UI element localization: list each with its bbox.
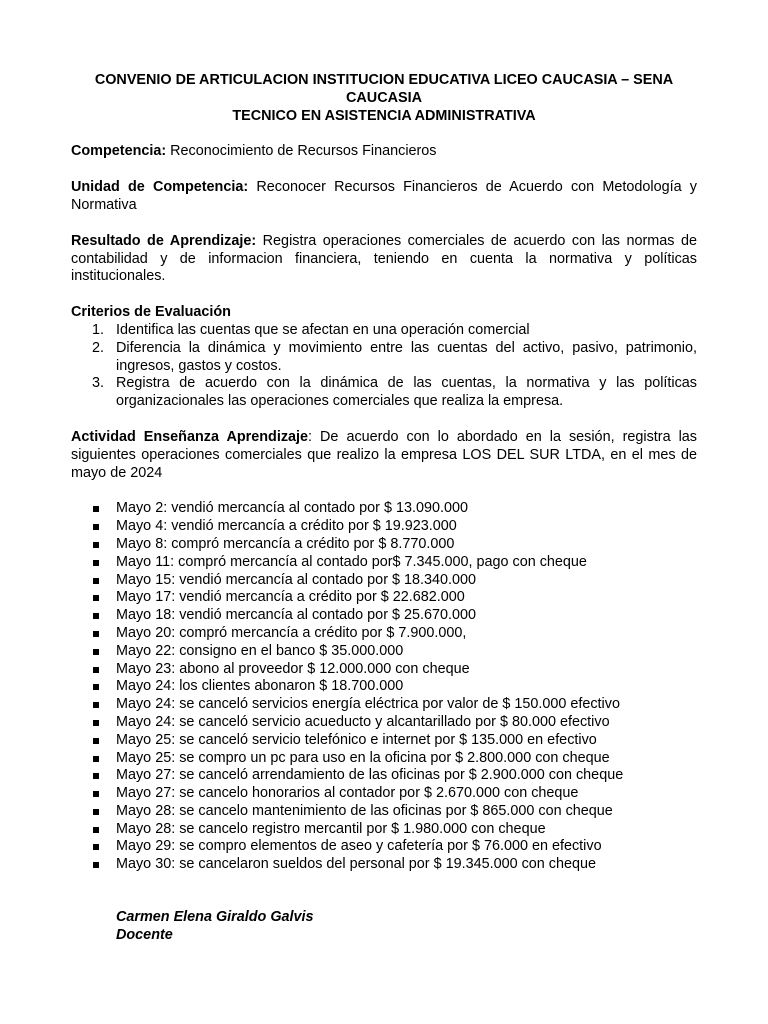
operacion-text: Mayo 18: vendió mercancía al contado por $ 25.670.000 <box>116 607 477 624</box>
bullet-icon <box>93 791 99 797</box>
document-page <box>71 72 697 945</box>
bullet-icon <box>93 542 99 548</box>
operacion-text: Mayo 4: vendió mercancía a crédito por $ 19.923.000 <box>116 518 457 535</box>
actividad-text: : De acuerdo con lo abordado en la sesión, registra las siguientes operaciones comerciales que realizo la empresa LOS DEL SUR LTDA, en el mes de mayo de 2024 <box>71 428 697 481</box>
title-line-2: CAUCASIA <box>346 89 422 106</box>
resultado-text: Registra operaciones comerciales de acuerdo con las normas de contabilidad y de informacion financiera, teniendo en cuenta la normativa y políticas institucionales. <box>71 232 697 285</box>
unidad-label: Unidad de Competencia: <box>71 179 249 196</box>
operacion-item <box>71 821 697 839</box>
operacion-text: Mayo 15: vendió mercancía al contado por $ 18.340.000 <box>116 571 477 588</box>
operacion-text: Mayo 24: se canceló servicios energía eléctrica por valor de $ 150.000 efectivo <box>116 696 620 713</box>
signature-block <box>116 909 697 945</box>
criterio-text: Diferencia la dinámica y movimiento entre las cuentas del activo, pasivo, patrimonio, ingresos, gastos y costos. <box>116 339 697 374</box>
signature-name: Carmen Elena Giraldo Galvis <box>116 909 314 926</box>
competencia-paragraph <box>71 143 697 161</box>
bullet-icon <box>93 595 99 601</box>
operacion-item <box>71 518 697 536</box>
operacion-item <box>71 803 697 821</box>
operacion-text: Mayo 27: se canceló arrendamiento de las oficinas por $ 2.900.000 con cheque <box>116 767 624 784</box>
criterios-list <box>71 322 697 411</box>
criterio-text: Registra de acuerdo con la dinámica de las cuentas, la normativa y las políticas organizacionales las operaciones comerciales que realiza la empresa. <box>116 375 697 410</box>
operacion-item <box>71 643 697 661</box>
operacion-item <box>71 767 697 785</box>
operacion-text: Mayo 25: se compro un pc para uso en la oficina por $ 2.800.000 con cheque <box>116 749 610 766</box>
criterio-item <box>71 340 697 376</box>
operacion-item <box>71 625 697 643</box>
operacion-text: Mayo 24: se canceló servicio acueducto y alcantarillado por $ 80.000 efectivo <box>116 713 610 730</box>
bullet-icon <box>93 827 99 833</box>
bullet-icon <box>93 649 99 655</box>
bullet-icon <box>93 844 99 850</box>
operaciones-list <box>71 500 697 874</box>
operacion-text: Mayo 28: se cancelo registro mercantil por $ 1.980.000 con cheque <box>116 820 546 837</box>
operacion-text: Mayo 23: abono al proveedor $ 12.000.000 con cheque <box>116 660 470 677</box>
unidad-text: Reconocer Recursos Financieros de Acuerdo con Metodología y Normativa <box>71 179 697 213</box>
title-line-1: CONVENIO DE ARTICULACION INSTITUCION EDUCATIVA LICEO CAUCASIA – SENA <box>94 72 674 88</box>
operacion-text: Mayo 29: se compro elementos de aseo y cafetería por $ 76.000 en efectivo <box>116 838 602 855</box>
operacion-item <box>71 714 697 732</box>
operacion-item <box>71 750 697 768</box>
competencia-label: Competencia: <box>71 143 167 160</box>
operacion-text: Mayo 30: se cancelaron sueldos del personal por $ 19.345.000 con cheque <box>116 856 597 873</box>
operacion-text: Mayo 24: los clientes abonaron $ 18.700.000 <box>116 678 404 695</box>
criterio-item <box>71 322 697 340</box>
operacion-item <box>71 732 697 750</box>
operacion-item <box>71 696 697 714</box>
unidad-paragraph <box>71 179 697 215</box>
operacion-item <box>71 838 697 856</box>
criterio-number: 3. <box>92 375 105 392</box>
criterios-heading: Criterios de Evaluación <box>71 304 231 321</box>
bullet-icon <box>93 773 99 779</box>
operacion-item <box>71 856 697 874</box>
operacion-text: Mayo 25: se canceló servicio telefónico e internet por $ 135.000 en efectivo <box>116 731 597 748</box>
operacion-text: Mayo 28: se cancelo mantenimiento de las oficinas por $ 865.000 con cheque <box>116 802 613 819</box>
bullet-icon <box>93 613 99 619</box>
operacion-item <box>71 607 697 625</box>
operacion-item <box>71 589 697 607</box>
signature-role: Docente <box>116 926 173 943</box>
criterio-number: 2. <box>92 339 105 356</box>
resultado-paragraph <box>71 233 697 286</box>
bullet-icon <box>93 862 99 868</box>
operacion-item <box>71 554 697 572</box>
operacion-text: Mayo 11: compró mercancía al contado por$ 7.345.000, pago con cheque <box>116 553 587 570</box>
bullet-icon <box>93 560 99 566</box>
bullet-icon <box>93 506 99 512</box>
operacion-text: Mayo 8: compró mercancía a crédito por $ 8.770.000 <box>116 535 455 552</box>
bullet-icon <box>93 720 99 726</box>
document-title <box>71 72 697 125</box>
bullet-icon <box>93 631 99 637</box>
operacion-item <box>71 536 697 554</box>
resultado-label: Resultado de Aprendizaje: <box>71 232 257 249</box>
operacion-text: Mayo 22: consigno en el banco $ 35.000.000 <box>116 642 404 659</box>
operacion-item <box>71 572 697 590</box>
operacion-text: Mayo 20: compró mercancía a crédito por $ 7.900.000, <box>116 624 467 641</box>
operacion-item <box>71 661 697 679</box>
operacion-item <box>71 500 697 518</box>
operacion-text: Mayo 27: se cancelo honorarios al contador por $ 2.670.000 con cheque <box>116 785 579 802</box>
operacion-text: Mayo 2: vendió mercancía al contado por $ 13.090.000 <box>116 500 469 517</box>
criterio-text: Identifica las cuentas que se afectan en una operación comercial <box>116 321 530 338</box>
bullet-icon <box>93 578 99 584</box>
bullet-icon <box>93 684 99 690</box>
title-line-3: TECNICO EN ASISTENCIA ADMINISTRATIVA <box>232 107 536 124</box>
bullet-icon <box>93 809 99 815</box>
actividad-label: Actividad Enseñanza Aprendizaje <box>71 428 309 445</box>
bullet-icon <box>93 756 99 762</box>
competencia-text: Reconocimiento de Recursos Financieros <box>166 143 437 160</box>
bullet-icon <box>93 524 99 530</box>
bullet-icon <box>93 667 99 673</box>
operacion-item <box>71 678 697 696</box>
operacion-text: Mayo 17: vendió mercancía a crédito por $ 22.682.000 <box>116 589 465 606</box>
bullet-icon <box>93 738 99 744</box>
operacion-item <box>71 785 697 803</box>
actividad-paragraph <box>71 429 697 482</box>
bullet-icon <box>93 702 99 708</box>
criterio-item <box>71 375 697 411</box>
criterio-number: 1. <box>92 321 105 338</box>
